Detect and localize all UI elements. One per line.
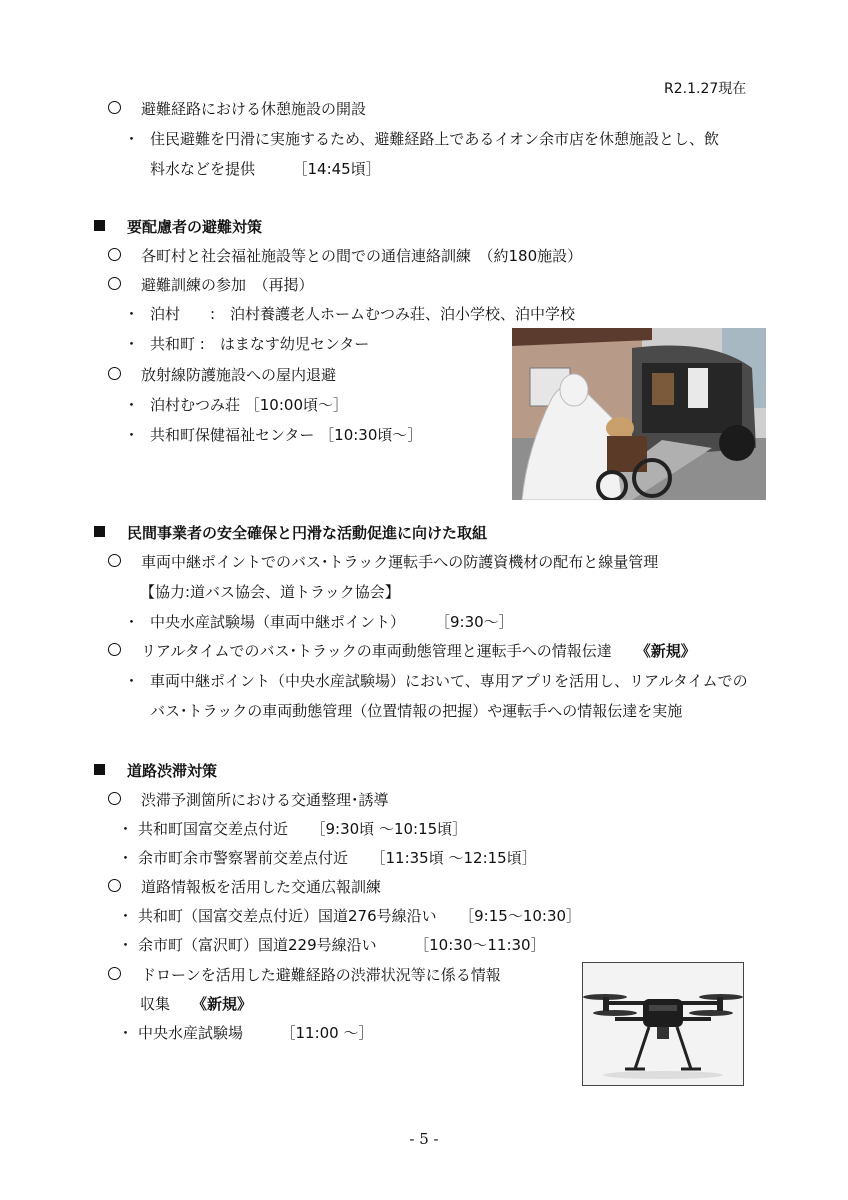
section-heading [94, 216, 262, 238]
circle-bullet-icon [108, 101, 121, 114]
subitem-text: 余市町（富沢町）国道229号線沿い ［10:30～11:30］ [138, 936, 546, 954]
subitem-text: 共和町保健福祉センター ［10:30頃～］ [150, 426, 423, 444]
circle-bullet-icon [108, 248, 121, 261]
new-tag: 《新規》 [635, 642, 696, 660]
section-heading [94, 760, 217, 782]
list-item [108, 789, 389, 811]
circle-bullet-icon [108, 967, 121, 980]
dot-bullet-icon: ・ [124, 396, 140, 414]
evacuation-photo [512, 328, 766, 500]
list-item [108, 640, 696, 662]
square-bullet-icon [94, 764, 105, 775]
list-subitem-continued: バス･トラックの車両動態管理（位置情報の把握）や運転手への情報伝達を実施 [150, 702, 683, 720]
list-subitem [124, 333, 369, 355]
dot-bullet-icon: ・ [118, 907, 134, 925]
list-subitem [124, 424, 422, 446]
dot-bullet-icon: ・ [124, 426, 140, 444]
dot-bullet-icon: ・ [124, 335, 140, 353]
square-bullet-icon [94, 220, 105, 231]
list-item-continued [140, 993, 252, 1015]
subitem-text: 余市町余市警察署前交差点付近 ［11:35頃 ～12:15頃］ [138, 849, 537, 867]
dot-bullet-icon: ・ [124, 672, 140, 690]
circle-bullet-icon [108, 879, 121, 892]
list-subitem [118, 905, 581, 927]
date-label: R2.1.27現在 [664, 81, 747, 97]
list-item [108, 964, 501, 986]
list-item [108, 98, 366, 120]
dot-bullet-icon: ・ [118, 936, 134, 954]
list-subitem [118, 847, 537, 869]
item-text: 道路情報板を活用した交通広報訓練 [141, 878, 382, 896]
subitem-text: 中央水産試験場 ［11:00 ～］ [138, 1024, 374, 1042]
list-subitem [118, 934, 546, 956]
item-text: 車両中継ポイントでのバス･トラック運転手への防護資機材の配布と線量管理 [141, 553, 659, 571]
item-text: 避難経路における休憩施設の開設 [141, 100, 367, 118]
list-subitem [118, 1022, 374, 1044]
list-item [108, 364, 336, 386]
circle-bullet-icon [108, 643, 121, 656]
dot-bullet-icon: ・ [118, 849, 134, 867]
item-text: 渋滞予測箇所における交通整理･誘導 [141, 791, 389, 809]
item-note: 【協力:道バス協会、道トラック協会】 [140, 583, 400, 601]
subitem-text: 共和町国富交差点付近 ［9:30頃 ～10:15頃］ [138, 820, 468, 838]
section-title: 民間事業者の安全確保と円滑な活動促進に向けた取組 [127, 524, 488, 542]
list-subitem [124, 128, 719, 150]
dot-bullet-icon: ・ [124, 130, 140, 148]
list-item [108, 274, 314, 296]
dot-bullet-icon: ・ [124, 613, 140, 631]
dot-bullet-icon: ・ [118, 820, 134, 838]
new-tag: 《新規》 [192, 995, 253, 1013]
dot-bullet-icon: ・ [118, 1024, 134, 1042]
list-subitem [118, 818, 467, 840]
item-text: 収集 [140, 995, 171, 1013]
circle-bullet-icon [108, 792, 121, 805]
list-item [108, 551, 658, 573]
page-number: - 5 - [409, 1130, 439, 1148]
list-item [108, 245, 582, 267]
item-text: 放射線防護施設への屋内退避 [141, 366, 337, 384]
list-subitem-continued: 料水などを提供 ［14:45頃］ [150, 160, 381, 178]
section-title: 道路渋滞対策 [127, 762, 218, 780]
item-text: 各町村と社会福祉施設等との間での通信連絡訓練 （約180施設） [141, 247, 583, 265]
subitem-text: 共和町（国富交差点付近）国道276号線沿い ［9:15～10:30］ [138, 907, 582, 925]
item-text: ドローンを活用した避難経路の渋滞状況等に係る情報 [141, 966, 501, 984]
section-heading [94, 522, 487, 544]
list-subitem [124, 611, 514, 633]
circle-bullet-icon [108, 277, 121, 290]
subitem-text: 泊村むつみ荘 ［10:00頃～］ [150, 396, 348, 414]
list-subitem [124, 394, 348, 416]
circle-bullet-icon [108, 554, 121, 567]
section-title: 要配慮者の避難対策 [127, 218, 263, 236]
subitem-text: 泊村 : 泊村養護老人ホームむつみ荘、泊小学校、泊中学校 [150, 305, 576, 323]
square-bullet-icon [94, 526, 105, 537]
subitem-text: 共和町 : はまなす幼児センター [150, 335, 370, 353]
drone-photo [582, 962, 744, 1086]
circle-bullet-icon [108, 367, 121, 380]
item-text: 避難訓練の参加 （再掲） [141, 276, 314, 294]
list-subitem [124, 670, 748, 692]
subitem-text: 車両中継ポイント（中央水産試験場）において、専用アプリを活用し、リアルタイムでの [150, 672, 748, 690]
dot-bullet-icon: ・ [124, 305, 140, 323]
item-text: リアルタイムでのバス･トラックの車両動態管理と運転手への情報伝達 [141, 642, 612, 660]
list-subitem [124, 303, 575, 325]
list-item [108, 876, 381, 898]
subitem-text: 中央水産試験場（車両中継ポイント） ［9:30～］ [150, 613, 514, 631]
subitem-text: 住民避難を円滑に実施するため、避難経路上であるイオン余市店を休憩施設とし、飲 [150, 130, 719, 148]
